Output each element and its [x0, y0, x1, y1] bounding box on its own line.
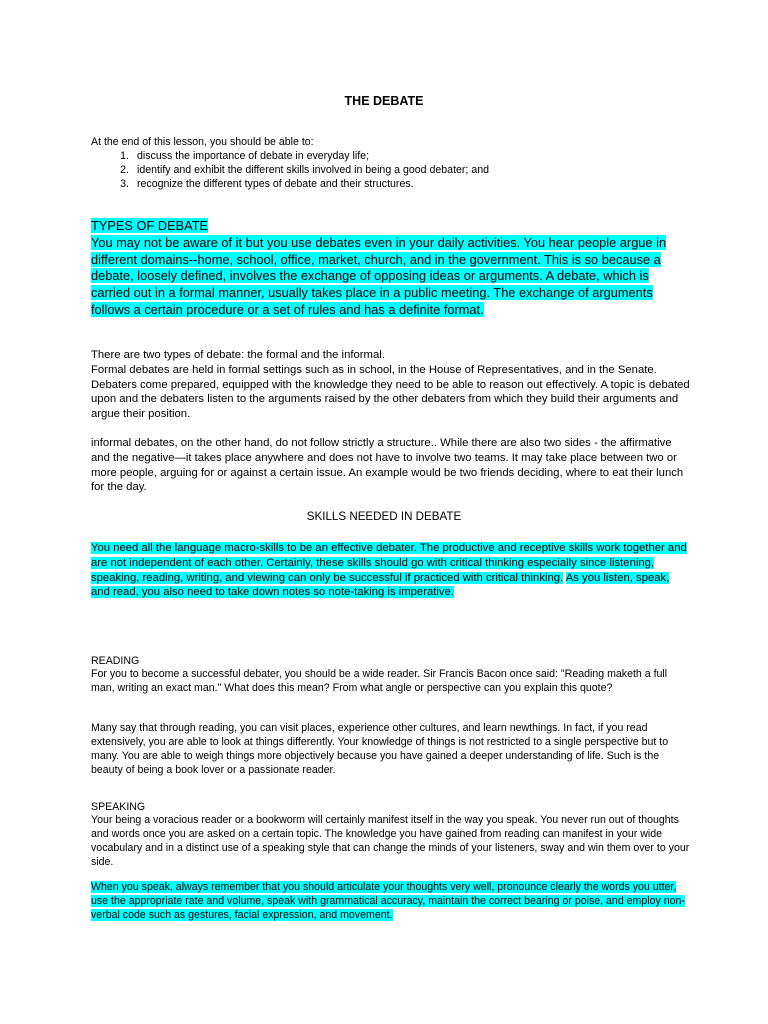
types-of-debate-section: [91, 218, 691, 319]
learning-objectives: [91, 135, 691, 191]
objectives-intro: At the end of this lesson, you should be able to:: [91, 136, 314, 148]
objective-item: [91, 163, 691, 177]
speaking-paragraph-2: [91, 880, 691, 922]
speaking-highlight: When you speak, always remember that you should articulate your thoughts very well, pronounce clearly the words you utter, use the appropriate rate and volume, speak with grammatical accuracy, maintain the correct bearing or poise, and employ non-verbal code such as gestures, facial expression, and movement.: [91, 881, 685, 921]
skills-highlight-2: As you listen, speak, and read, you also need to take down notes so note-taking is imperative.: [91, 571, 670, 599]
informal-debate-paragraph: informal debates, on the other hand, do not follow strictly a structure.. While there are also two sides - the affirmative and the negative—it takes place anywhere and does not have to involve two teams. It may take place between two or more people, arguing for or against a certain issue. An example would be two friends deciding, where to eat their lunch for the day.: [91, 437, 684, 494]
speaking-heading: SPEAKING: [91, 801, 146, 813]
objective-text: recognize the different types of debate and their structures.: [137, 178, 414, 190]
skills-heading: SKILLS NEEDED IN DEBATE: [306, 510, 462, 523]
skills-paragraph: [91, 541, 691, 600]
formal-debate-paragraph: [91, 348, 691, 422]
objective-item: [91, 177, 691, 191]
types-paragraph: You may not be aware of it but you use debates even in your daily activities. You hear people argue in different domains--home, school, office, market, church, and in the government. This is so because a debate, loosely defined, involves the exchange of opposing ideas or arguments. A debate, which is carried out in a formal manner, usually takes place in a public meeting. The exchange of arguments follows a certain procedure or a set of rules and has a definite format.: [91, 234, 667, 317]
types-heading: TYPES OF DEBATE: [91, 218, 209, 233]
types-overview: There are two types of debate: the formal and the informal.: [91, 349, 385, 361]
reading-paragraph-1: For you to become a successful debater, you should be a wide reader. Sir Francis Bacon once said: "Reading maketh a full man, writing an exact man." What does this mean? From what angle or perspective can you explain this quote?: [91, 668, 668, 694]
objective-number: 3.: [120, 178, 129, 190]
objective-text: discuss the importance of debate in everyday life;: [137, 150, 370, 162]
objective-number: 2.: [120, 164, 129, 176]
objective-text: identify and exhibit the different skills involved in being a good debater; and: [137, 164, 489, 176]
reading-heading: READING: [91, 655, 140, 667]
page-title: THE DEBATE: [344, 94, 424, 108]
skills-highlight-1: You need all the language macro-skills to be an effective debater. The productive and receptive skills work together and are not independent of each other. Certainly, these skills should go with critical thinking especially since listening, speaking, reading, writing, and viewing can only be successful if practiced with critical thinking.: [91, 542, 687, 584]
objectives-list: [91, 149, 691, 191]
objective-item: [91, 149, 691, 163]
speaking-paragraph-1: Your being a voracious reader or a bookworm will certainly manifest itself in the way you speak. You never run out of thoughts and words once you are asked on a certain topic. The knowledge you have gained from reading can manifest in your wide vocabulary and in a distinct use of a speaking style that can change the minds of your listeners, sway and win them over to your side.: [91, 814, 690, 868]
formal-description: Formal debates are held in formal settings such as in school, in the House of Representatives, and in the Senate. Debaters come prepared, equipped with the knowledge they need to be able to reason out effectively. A topic is debated upon and the debaters listen to the arguments raised by the other debaters from which they build their arguments and argue their position.: [91, 363, 690, 421]
objective-number: 1.: [120, 150, 129, 162]
reading-paragraph-2: Many say that through reading, you can visit places, experience other cultures, and learn newthings. In fact, if you read extensively, you are able to look at things differently. Your knowledge of things is not restricted to a single perspective but to many. You are able to weigh things more objectively because you have gained a deeper understanding of life. Such is the beauty of being a book lover or a passionate reader.: [91, 722, 669, 776]
